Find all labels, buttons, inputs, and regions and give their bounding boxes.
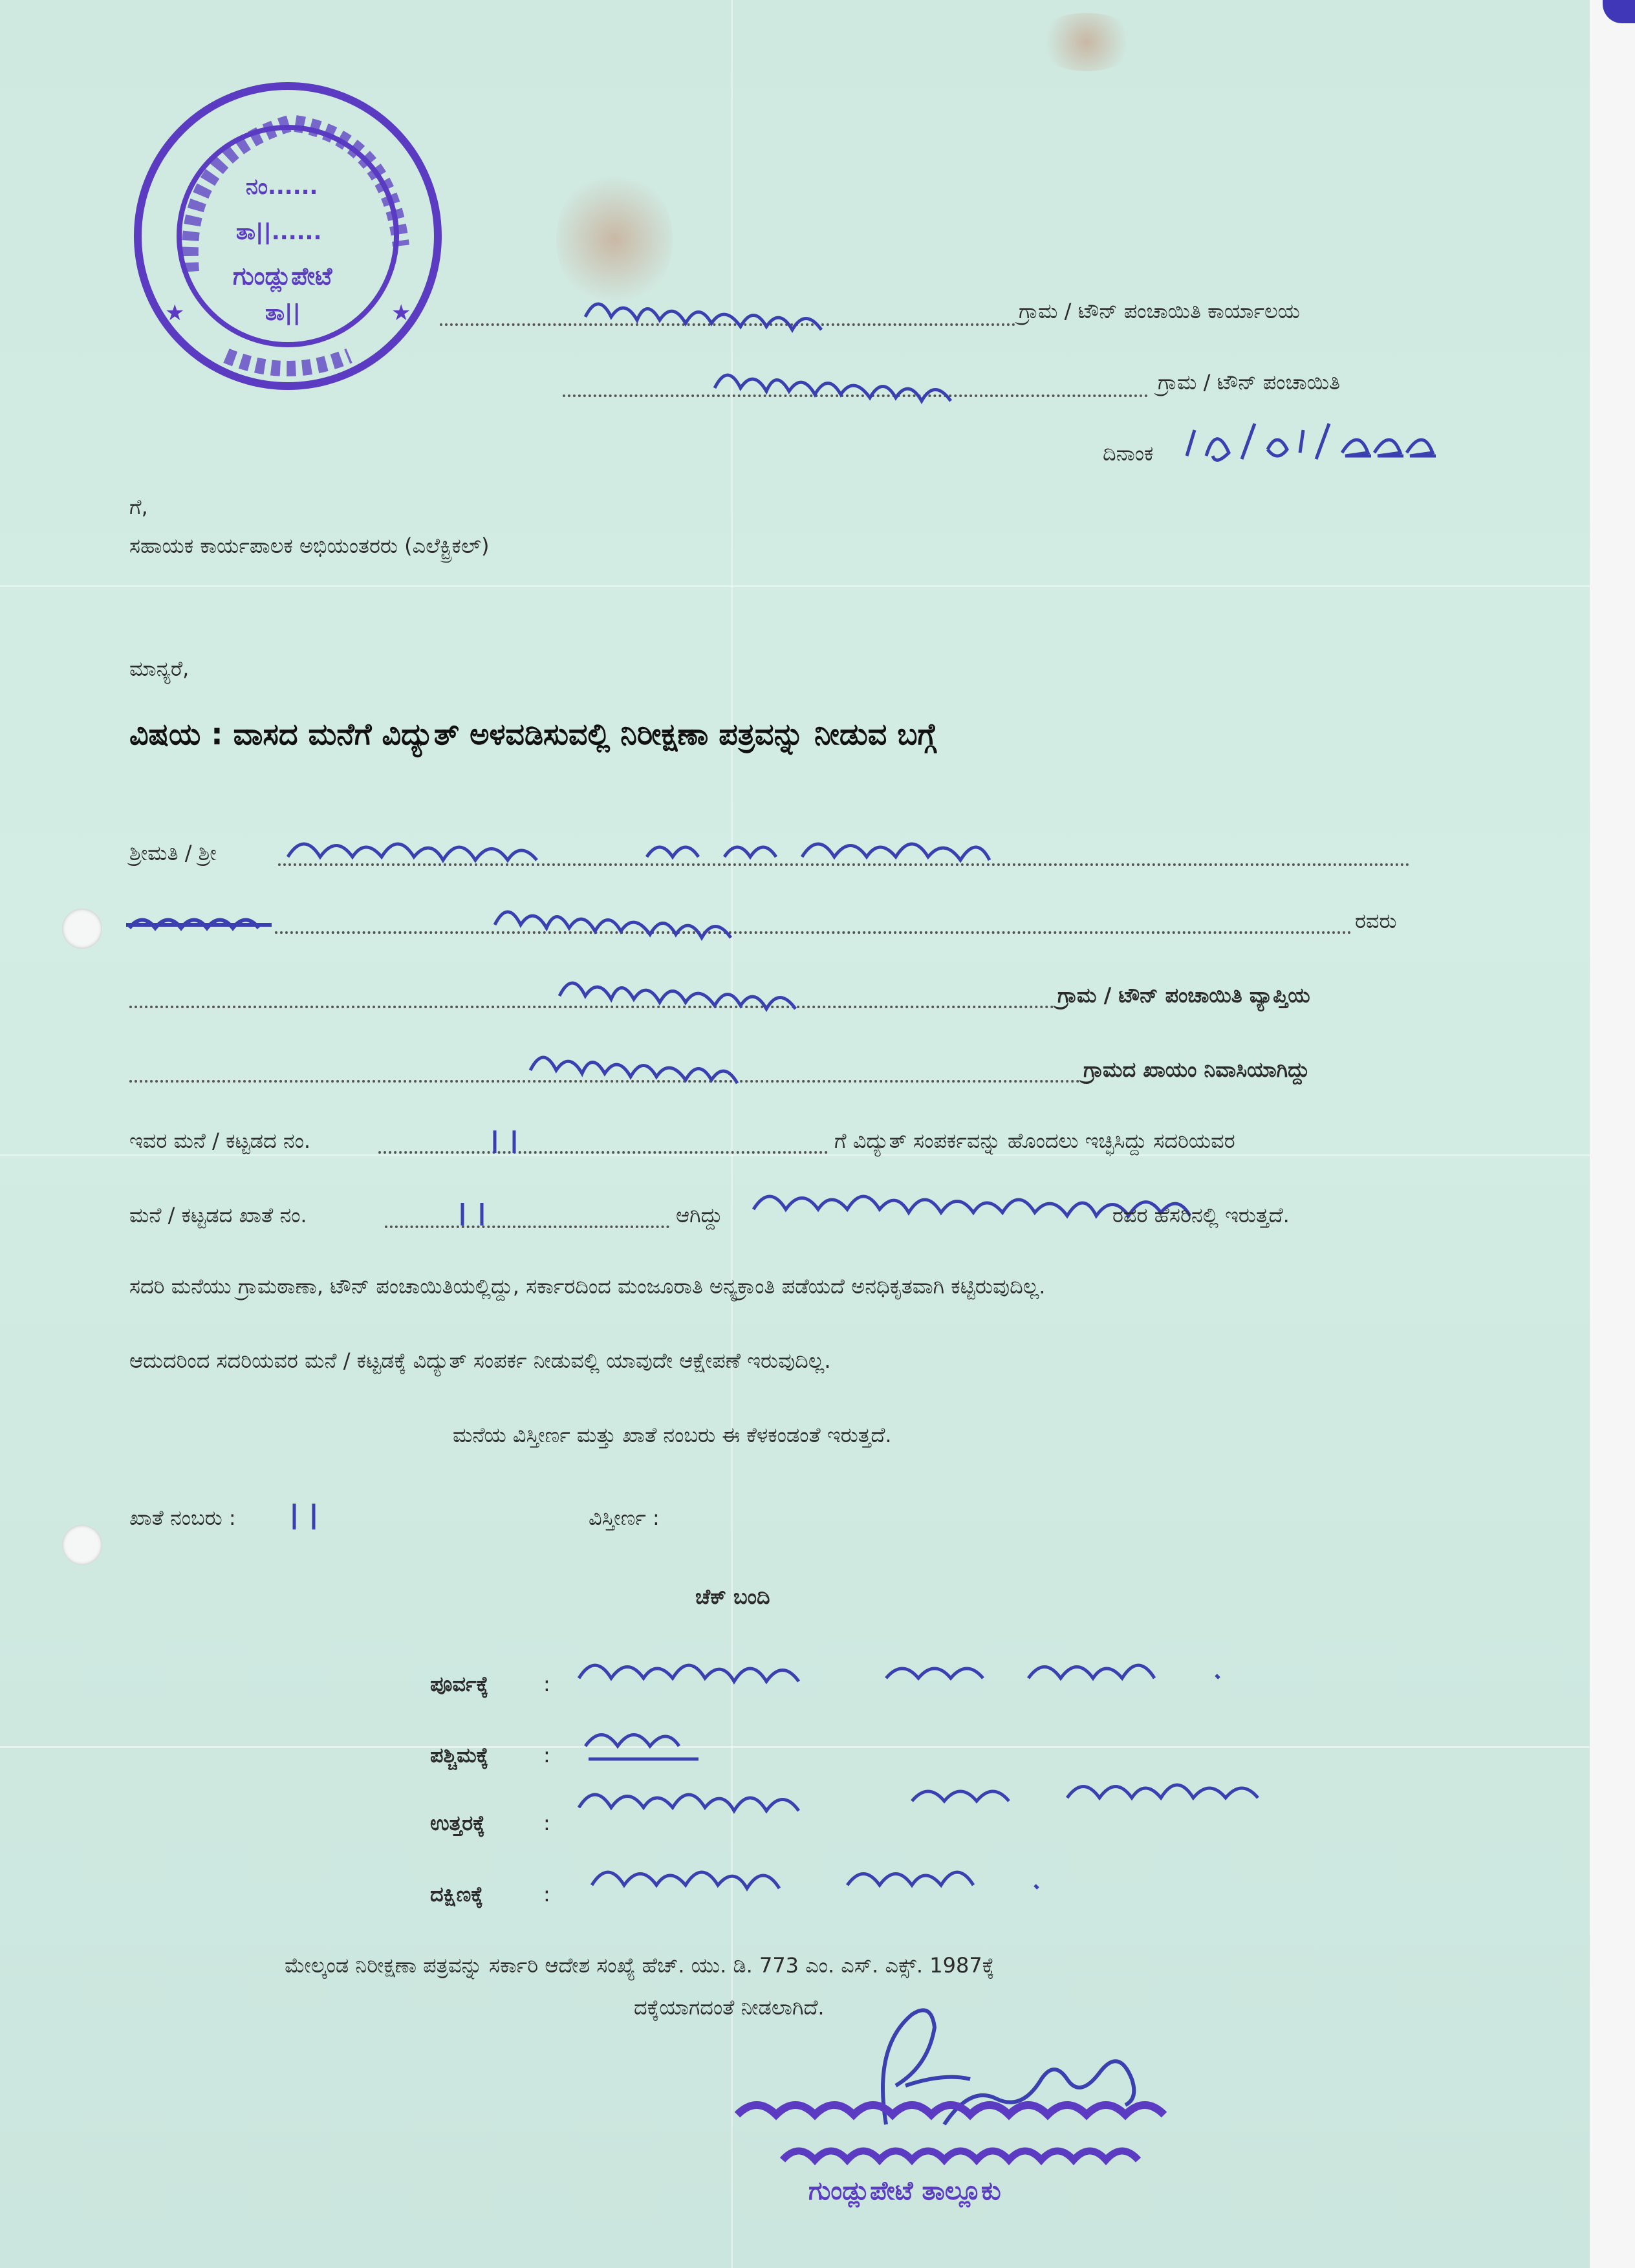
addressee-officer: ಸಹಾಯಕ ಕಾರ್ಯಪಾಲಕ ಅಭಿಯಂತರರು (ಎಲೆಕ್ಟ್ರಿಕಲ್) xyxy=(129,534,490,558)
north-label: ಉತ್ತರಕ್ಕೆ xyxy=(430,1811,485,1835)
stamp-line-1: ನಂ...... xyxy=(246,174,318,200)
handwriting-east xyxy=(576,1646,1235,1698)
stain-mark xyxy=(1035,13,1138,71)
line6-suffix: ರವರ ಹೆಸರಿನಲ್ಲಿ ಇರುತ್ತದೆ. xyxy=(1112,1203,1290,1227)
handwriting-date xyxy=(1180,420,1452,472)
fold-line xyxy=(0,585,1635,587)
subject-line: ವಿಷಯ : ವಾಸದ ಮನೆಗೆ ವಿದ್ಯುತ್ ಅಳವಡಿಸುವಲ್ಲಿ ನಿರೀಕ್ಷಣಾ ಪತ್ರವನ್ನು ನೀಡುವ ಬಗ್ಗೆ xyxy=(129,717,937,751)
addressee-to: ಗೆ, xyxy=(129,495,148,519)
handwriting-village-1 xyxy=(582,288,880,333)
punch-hole xyxy=(62,1525,102,1565)
south-label: ದಕ್ಷಿಣಕ್ಕೆ xyxy=(430,1882,484,1906)
line6-prefix: ಮನೆ / ಕಟ್ಟಡದ ಖಾತೆ ನಂ. xyxy=(129,1203,307,1227)
handwriting-south xyxy=(589,1853,1054,1905)
svg-text:★: ★ xyxy=(165,300,185,326)
scan-edge xyxy=(1590,0,1635,2268)
house-number-line xyxy=(378,1151,828,1154)
east-colon: : xyxy=(543,1672,550,1696)
fold-line xyxy=(0,1746,1635,1748)
closing-line-1: ಮೇಲ್ಕಂಡ ನಿರೀಕ್ಷಣಾ ಪತ್ರವನ್ನು ಸರ್ಕಾರಿ ಆದೇಶ ಸಂಖ್ಯೆ ಹೆಚ್. ಯು. ಡಿ. 773 ಎಂ. ಎಸ್. ಎಕ್ಸ್. 1987ಕ್ಕೆ xyxy=(285,1953,995,1978)
svg-text:★: ★ xyxy=(391,300,411,326)
line3-suffix: ಗ್ರಾಮ / ಟೌನ್ ಪಂಚಾಯಿತಿ ವ್ಯಾಪ್ತಿಯ xyxy=(1057,983,1310,1008)
west-label: ಪಶ್ಚಿಮಕ್ಕೆ xyxy=(430,1743,489,1767)
name-label: ಶ್ರೀಮತಿ / ಶ್ರೀ xyxy=(129,841,217,865)
handwriting-jurisdiction xyxy=(556,967,841,1012)
place-line xyxy=(275,931,1352,934)
handwriting-house-number xyxy=(485,1124,537,1156)
paragraph-3: ಮನೆಯ ವಿಸ್ತೀರ್ಣ ಮತ್ತು ಖಾತೆ ನಂಬರು ಈ ಕೆಳಕಂಡಂತೆ ಇರುತ್ತದೆ. xyxy=(453,1423,892,1447)
stamp-line-2: ತಾ||...... xyxy=(236,219,322,245)
paragraph-1: ಸದರಿ ಮನೆಯು ಗ್ರಾಮಠಾಣಾ, ಟೌನ್ ಪಂಚಾಯಿತಿಯಲ್ಲಿದ್ದು, ಸರ್ಕಾರದಿಂದ ಮಂಜೂರಾತಿ ಅನ್ಯಕ್ರಾಂತಿ ಪಡೆಯದೆ ಅನಧಿಕೃತವಾಗಿ ಕಟ್ಟಿರುವುದಿಲ್ಲ. xyxy=(129,1274,1046,1299)
struck-label xyxy=(126,909,275,941)
header-line1-suffix: ಗ್ರಾಮ / ಟೌನ್ ಪಂಚಾಯಿತಿ ಕಾರ್ಯಾಲಯ xyxy=(1019,299,1300,323)
line5-prefix: ಇವರ ಮನೆ / ಕಟ್ಟಡದ ನಂ. xyxy=(129,1129,311,1153)
handwriting-place xyxy=(492,896,789,941)
khata-number-line xyxy=(385,1226,669,1228)
west-colon: : xyxy=(543,1743,550,1767)
south-colon: : xyxy=(543,1882,550,1906)
officer-seal-line xyxy=(724,2086,1177,2137)
office-seal-taluk: ಗುಂಡ್ಲುಪೇಟೆ ತಾಲ್ಲೂಕು xyxy=(808,2176,1001,2206)
punch-hole xyxy=(62,909,102,949)
closing-line-2: ದಕ್ಕೆಯಾಗದಂತೆ ನೀಡಲಾಗಿದೆ. xyxy=(634,1995,825,2020)
handwriting-west xyxy=(582,1720,711,1766)
handwriting-khata-number xyxy=(453,1196,504,1229)
handwriting-resident-village xyxy=(527,1041,786,1086)
handwriting-village-2 xyxy=(711,359,990,404)
header-line2-suffix: ಗ್ರಾಮ / ಟೌನ್ ಪಂಚಾಯಿತಿ xyxy=(1158,370,1340,394)
salutation: ಮಾನ್ಯರೆ, xyxy=(129,656,189,681)
line6-mid: ಆಗಿದ್ದು xyxy=(676,1203,723,1227)
fold-line xyxy=(0,1154,1635,1156)
north-colon: : xyxy=(543,1811,550,1835)
stamp-line-3: ಗುಂಡ್ಲುಪೇಟೆ xyxy=(233,262,332,290)
paragraph-2: ಆದುದರಿಂದ ಸದರಿಯವರ ಮನೆ / ಕಟ್ಟಡಕ್ಕೆ ವಿದ್ಯುತ್ ಸಂಪರ್ಕ ನೀಡುವಲ್ಲಿ ಯಾವುದೇ ಆಕ್ಷೇಪಣೆ ಇರುವುದಿಲ್ಲ. xyxy=(129,1348,831,1373)
fold-line-vertical xyxy=(731,0,733,2268)
date-label: ದಿನಾಂಕ xyxy=(1103,441,1154,466)
handwriting-khata-value xyxy=(285,1497,336,1533)
khata-label: ಖಾತೆ ನಂಬರು : xyxy=(129,1506,236,1530)
east-label: ಪೂರ್ವಕ್ಕೆ xyxy=(430,1672,489,1696)
stamp-line-4: ತಾ|| xyxy=(265,300,301,326)
boundary-heading: ಚೆಕ್ ಬಂದಿ xyxy=(695,1584,770,1609)
office-round-stamp xyxy=(129,78,453,401)
handwriting-name xyxy=(285,825,1048,876)
line5-suffix: ಗೆ ವಿದ್ಯುತ್ ಸಂಪರ್ಕವನ್ನು ಹೊಂದಲು ಇಚ್ಛಿಸಿದ್ದು ಸದರಿಯವರ xyxy=(834,1129,1235,1153)
panchayat-seal-line xyxy=(776,2134,1164,2179)
line2-suffix: ರವರು xyxy=(1355,909,1397,933)
handwriting-north xyxy=(576,1762,1371,1827)
line4-suffix: ಗ್ರಾಮದ ಖಾಯಂ ನಿವಾಸಿಯಾಗಿದ್ದು xyxy=(1083,1057,1310,1082)
area-label: ವಿಸ್ತೀರ್ಣ : xyxy=(589,1506,660,1530)
